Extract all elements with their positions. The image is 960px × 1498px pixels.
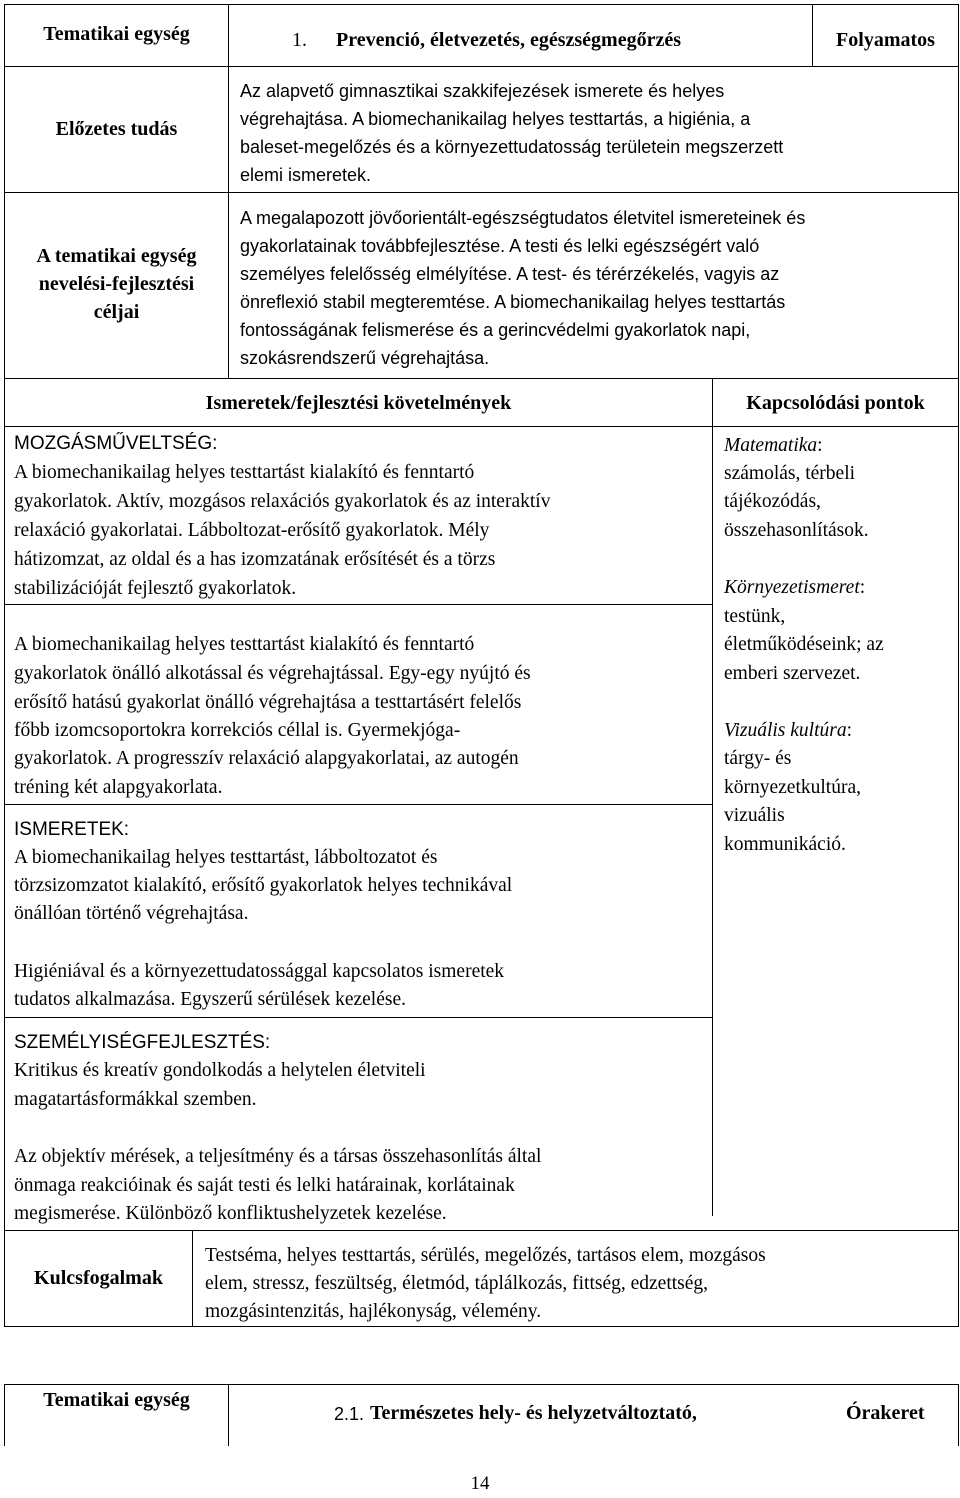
header-label: Tematikai egység xyxy=(43,23,190,45)
unit-number: 1. xyxy=(292,29,307,51)
art-label: Vizuális kultúra xyxy=(724,720,847,741)
key-concepts-label: Kulcsfogalmak xyxy=(34,1267,163,1289)
requirements-header: Ismeretek/fejlesztési követelmények xyxy=(205,392,512,414)
ismeretek-heading: ISMERETEK: xyxy=(14,819,130,840)
szemely-heading: SZEMÉLYISÉGFEJLESZTÉS: xyxy=(14,1032,271,1053)
page-number: 14 xyxy=(470,1473,490,1494)
table2-hours-label: Órakeret xyxy=(846,1402,925,1424)
connections-header: Kapcsolódási pontok xyxy=(746,392,925,414)
prior-knowledge-label: Előzetes tudás xyxy=(55,118,178,140)
table2-label: Tematikai egység xyxy=(43,1389,190,1411)
table2-number: 2.1. xyxy=(334,1404,365,1424)
mozgas-heading: MOZGÁSMŰVELTSÉG: xyxy=(14,433,218,454)
env-label: Környezetismeret xyxy=(724,577,860,598)
unit-title: Prevenció, életvezetés, egészségmegőrzés xyxy=(336,29,681,51)
math-label: Matematika xyxy=(724,435,818,456)
hours-label: Folyamatos xyxy=(836,29,935,51)
table2-title: Természetes hely- és helyzetváltoztató, xyxy=(370,1402,697,1424)
